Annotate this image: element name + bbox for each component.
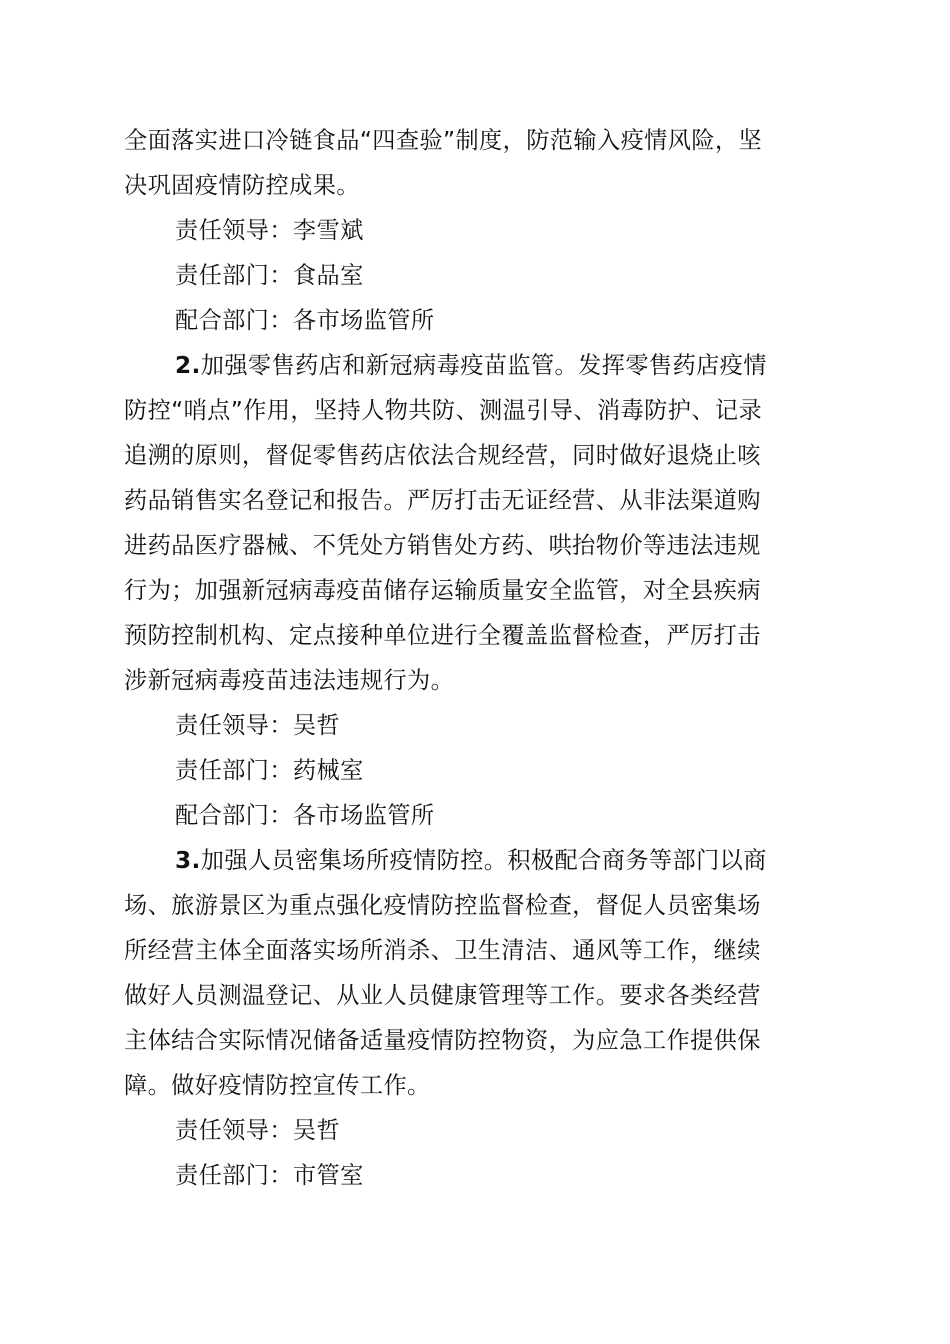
paragraph-line: 主体结合实际情况储备适量疫情防控物资，为应急工作提供保 — [124, 1027, 761, 1054]
paragraph-line: 全面落实进口冷链食品“四查验”制度，防范输入疫情风险，坚 — [124, 127, 763, 154]
cooperating-department: 配合部门：各市场监管所 — [175, 307, 435, 334]
paragraph-line: 防控“哨点”作用，坚持人物共防、测温引导、消毒防护、记录 — [124, 397, 763, 424]
paragraph-line: 追溯的原则，督促零售药店依法合规经营，同时做好退烧止咳 — [124, 442, 761, 469]
responsible-department: 责任部门：药械室 — [175, 757, 364, 784]
responsible-leader: 责任领导：吴哲 — [175, 1117, 341, 1144]
section-heading-2 — [124, 343, 840, 388]
paragraph-line: 行为；加强新冠病毒疫苗储存运输质量安全监管，对全县疾病 — [124, 577, 761, 604]
paragraph-line: 做好人员测温登记、从业人员健康管理等工作。要求各类经营 — [124, 982, 761, 1009]
section-number: 3. — [175, 847, 201, 874]
section-heading-text: 加强零售药店和新冠病毒疫苗监管。发挥零售药店疫情 — [200, 352, 767, 379]
paragraph-line: 预防控制机构、定点接种单位进行全覆盖监督检查，严厉打击 — [124, 622, 761, 649]
section-heading-text: 加强人员密集场所疫情防控。积极配合商务等部门以商 — [200, 847, 767, 874]
responsible-department: 责任部门：市管室 — [175, 1162, 364, 1189]
section-heading-3 — [124, 838, 840, 883]
paragraph-line: 决巩固疫情防控成果。 — [124, 172, 360, 199]
responsible-leader: 责任领导：李雪斌 — [175, 217, 364, 244]
responsible-department: 责任部门：食品室 — [175, 262, 364, 289]
section-number: 2. — [175, 352, 201, 379]
cooperating-department: 配合部门：各市场监管所 — [175, 802, 435, 829]
paragraph-line: 涉新冠病毒疫苗违法违规行为。 — [124, 667, 455, 694]
paragraph-line: 药品销售实名登记和报告。严厉打击无证经营、从非法渠道购 — [124, 487, 761, 514]
document-body — [124, 118, 840, 1198]
paragraph-line: 障。做好疫情防控宣传工作。 — [124, 1072, 431, 1099]
paragraph-line: 所经营主体全面落实场所消杀、卫生清洁、通风等工作，继续 — [124, 937, 761, 964]
responsible-leader: 责任领导：吴哲 — [175, 712, 341, 739]
paragraph-line: 场、旅游景区为重点强化疫情防控监督检查，督促人员密集场 — [124, 892, 761, 919]
paragraph-line: 进药品医疗器械、不凭处方销售处方药、哄抬物价等违法违规 — [124, 532, 761, 559]
